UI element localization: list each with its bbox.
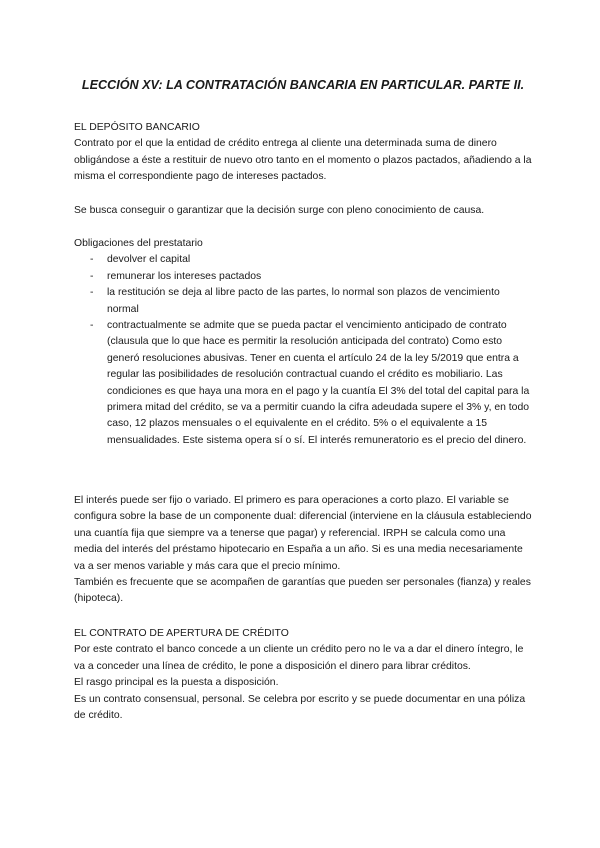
interest-paragraph (74, 493, 534, 608)
deposit-definition: Contrato por el que la entidad de crédito entrega al cliente una determinada suma de dinero obligándose a éste a restituir de nuevo otro tanto en el momento o plazos pactados, añadiendo a la misma el correspondiente pago de intereses pactados. (74, 138, 532, 183)
list-item: - remunerar los intereses pactados (74, 269, 534, 285)
interest-text: El interés puede ser fijo o variado. El primero es para operaciones a corto plazo. El variable se configura sobre la base de un componente dual: diferencial (interviene en la cláusula estableciendo una cuantía fija que siempre va a tenerse que pagar) y referencial. IRPH se calcula como una media del interés del préstamo hipotecario en España a un año. Si es una media necesariamente va a ser menos variable y más cara que el precio mínimo. (74, 495, 532, 572)
credit-opening-section (74, 626, 534, 724)
obligations-heading: Obligaciones del prestatario (74, 238, 203, 249)
main-feature-text: El rasgo principal es la puesta a disposición. (74, 677, 279, 689)
credit-opening-heading: EL CONTRATO DE APERTURA DE CRÉDITO (74, 628, 289, 639)
deposit-section (74, 120, 534, 186)
contract-nature-text: Es un contrato consensual, personal. Se celebra por escrito y se puede documentar en una póliza de crédito. (74, 693, 526, 722)
purpose-paragraph (74, 203, 534, 219)
obligations-section (74, 236, 534, 449)
lesson-title: LECCIÓN XV: LA CONTRATACIÓN BANCARIA EN PARTICULAR. PARTE II. (81, 78, 525, 92)
list-item: - contractualmente se admite que se pueda pactar el vencimiento anticipado de contrato (clausula que lo que hace es permitir la resolución anticipada del contrato) Como esto generó resoluciones abusivas. Tener en cuenta el artículo 24 de la ley 5/2019 que entra a regular las posibilidades de resolución contractual cuando el crédito es mobiliario. Las condiciones es que haya una mora en el pago y la cuantía El 3% del total del capital para la primera mitad del crédito, se va a permitir cuando la cifra adeudada supere el 3% y, en todo caso, 12 plazos mensuales o el equivalente en el crédito. 5% o el equivalente a 15 mensualidades. Este sistema opera sí o sí. El interés remuneratorio es el precio del dinero. (74, 318, 534, 449)
purpose-text: Se busca conseguir o garantizar que la decisión surge con pleno conocimiento de causa. (74, 205, 485, 216)
list-item: - la restitución se deja al libre pacto de las partes, lo normal son plazos de vencimiento normal (74, 285, 534, 318)
deposit-heading: EL DEPÓSITO BANCARIO (74, 122, 200, 133)
credit-opening-definition: Por este contrato el banco concede a un cliente un crédito pero no le va a dar el dinero íntegro, le va a conceder una línea de crédito, le pone a disposición el dinero para librar créditos. (74, 644, 524, 672)
obligations-list (74, 252, 534, 449)
list-item: - devolver el capital (74, 252, 534, 268)
guarantees-text: También es frecuente que se acompañen de garantías que pueden ser personales (fianza) y reales (hipoteca). (74, 577, 531, 605)
